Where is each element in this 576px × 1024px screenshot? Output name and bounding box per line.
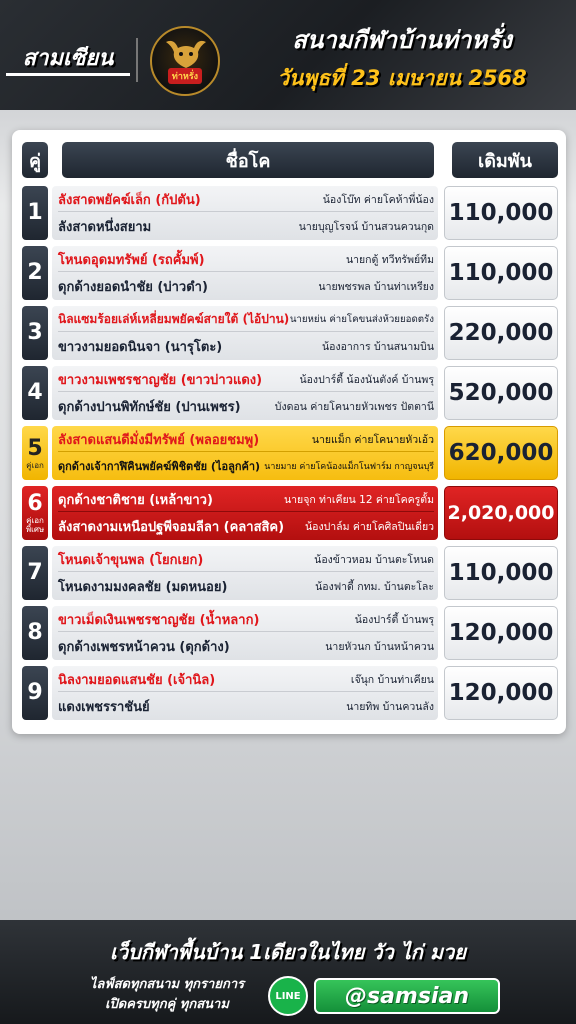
blue-bull-name: ดุกด้างยอดนำชัย (บ่าวดำ) <box>58 279 208 295</box>
blue-bull-name: แดงเพชรราชันย์ <box>58 699 150 715</box>
blue-corner-line <box>58 694 434 718</box>
pair-number-value: 9 <box>27 680 43 705</box>
blue-corner-line <box>58 274 434 298</box>
red-bull-name: ดุกด้างชาติชาย (เหล้าขาว) <box>58 493 213 508</box>
match-table <box>12 130 566 734</box>
blue-bull-owner: นายหัวนก บ้านหน้าควน <box>325 640 434 653</box>
red-bull-name: ลังสาดพยัคฆ์เล็ก (กัปตัน) <box>58 193 201 208</box>
line-handle-button[interactable]: @samsian <box>314 978 500 1014</box>
col-header-names: ชื่อโค <box>62 142 434 178</box>
blue-bull-owner: น้องฟาดี้ กทม. บ้านตะโละ <box>315 580 434 593</box>
table-row <box>22 486 558 540</box>
blue-bull-name: ลังสาดหนึ่งสยาม <box>58 219 152 235</box>
bet-amount: 220,000 <box>444 306 558 360</box>
pair-number-value: 8 <box>27 620 43 645</box>
bet-amount: 110,000 <box>444 246 558 300</box>
blue-bull-owner: นายมาย ค่ายโคน้องแม็กโนฟาร์ม กาญจนบุรี <box>264 462 434 472</box>
brand-divider <box>136 38 138 82</box>
red-bull-owner: น้องปาร์ตี้ บ้านพรุ <box>354 614 434 626</box>
blue-corner-line <box>58 514 434 538</box>
col-header-bet: เดิมพัน <box>452 142 558 178</box>
blue-bull-name: ลังสาดงามเหนือปฐพีจอมลีลา (คลาสสิค) <box>58 519 285 535</box>
pair-number <box>22 486 48 540</box>
blue-bull-name: ดุกด้างเพชรหน้าควน (ดุกด้าง) <box>58 639 230 655</box>
pair-number-value: 2 <box>27 260 43 285</box>
table-row <box>22 546 558 600</box>
brand-logo: สามเซียน <box>6 42 130 76</box>
blue-bull-owner: น้องปาล์ม ค่ายโคศิลปินเดี่ยว <box>305 520 434 533</box>
bet-amount: 120,000 <box>444 606 558 660</box>
red-corner-line <box>58 248 434 272</box>
red-corner-line <box>58 188 434 212</box>
pair-number <box>22 606 48 660</box>
table-row <box>22 426 558 480</box>
stadium-logo <box>150 26 220 96</box>
red-bull-name: นิลแซมร้อยเล่ห์เหลี่ยมพยัคฆ์สายใต้ (ไอ้ปาน) <box>58 312 290 326</box>
red-bull-name: นิลงามยอดแสนชัย (เจ้านิล) <box>58 673 216 688</box>
blue-bull-name: ดุกด้างปานพิทักษ์ชัย (ปานเพชร) <box>58 399 241 415</box>
contestants-cell <box>52 186 438 240</box>
blue-corner-line <box>58 334 434 358</box>
red-bull-name: โหนดเจ้าขุนพล (โยกเยก) <box>58 553 204 568</box>
logo-label: ท่าหรั่ง <box>168 68 202 84</box>
contestants-cell <box>52 546 438 600</box>
contestants-cell <box>52 246 438 300</box>
red-corner-line <box>58 368 434 392</box>
pair-number <box>22 306 48 360</box>
red-corner-line <box>58 548 434 572</box>
bet-amount: 520,000 <box>444 366 558 420</box>
bet-amount: 120,000 <box>444 666 558 720</box>
blue-bull-owner: บังดอน ค่ายโคนายหัวเพชร ปัตตานี <box>274 400 434 413</box>
bet-amount: 110,000 <box>444 186 558 240</box>
red-bull-name: โหนดอุดมทรัพย์ (รถคั้มพ์) <box>58 253 205 268</box>
blue-bull-owner: นายทิพ บ้านควนลัง <box>346 700 434 713</box>
footer-slogan: เว็บกีฬาพื้นบ้าน 1เดียวในไทย วัว ไก่ มวย <box>110 940 466 964</box>
blue-corner-line <box>58 634 434 658</box>
pair-note: คู่เอก <box>26 460 44 470</box>
pair-number-value: 5 <box>27 435 43 461</box>
pair-number-value: 1 <box>27 200 43 225</box>
bet-amount: 2,020,000 <box>444 486 558 540</box>
red-corner-line <box>58 308 434 332</box>
blue-corner-line <box>58 574 434 598</box>
table-row <box>22 666 558 720</box>
pair-number <box>22 546 48 600</box>
pair-number <box>22 246 48 300</box>
red-corner-line <box>58 428 434 452</box>
table-row <box>22 186 558 240</box>
red-bull-name: ลังสาดแสนดีมั่งมีทรัพย์ (พลอยชมพู) <box>58 433 260 448</box>
red-bull-owner: น้องปาร์ตี้ น้องนันตังค์ บ้านพรุ <box>299 374 434 386</box>
contestants-cell <box>52 666 438 720</box>
blue-corner-line <box>58 454 434 478</box>
red-corner-line <box>58 668 434 692</box>
contestants-cell <box>52 306 438 360</box>
red-bull-owner: นายแม็ก ค่ายโคนายหัวเอ้ว <box>311 434 434 446</box>
bet-amount: 110,000 <box>444 546 558 600</box>
blue-corner-line <box>58 214 434 238</box>
red-corner-line <box>58 608 434 632</box>
red-bull-owner: นายกตู้ ทวีทรัพย์ทีม <box>345 254 434 266</box>
pair-number-value: 4 <box>27 380 43 405</box>
blue-bull-name: โหนดงามมงคลชัย (มดหนอย) <box>58 579 228 595</box>
contestants-cell <box>52 486 438 540</box>
blue-corner-line <box>58 394 434 418</box>
page-title: สนามกีฬาบ้านท่าหรั่ง <box>292 26 512 54</box>
line-app-icon[interactable]: LINE <box>268 976 308 1016</box>
red-corner-line <box>58 488 434 512</box>
event-date: วันพุธที่ 23 เมษายน 2568 <box>277 66 527 90</box>
col-header-pair: คู่ <box>22 142 48 178</box>
blue-bull-owner: น้องอาการ บ้านสนามบิน <box>321 340 434 353</box>
blue-bull-name: ดุกด้างเจ้ากาฬิคินพยัคฆ์พิชิตชัย (ไอลูกค้า) <box>58 460 261 473</box>
pair-number <box>22 186 48 240</box>
blue-bull-name: ขาวงามยอดนินจา (นารุโตะ) <box>58 339 223 355</box>
red-bull-name: ขาวเม็ดเงินเพชรชาญชัย (น้ำหลาก) <box>58 613 260 628</box>
pair-note: คู่เอกพิเศษ <box>25 516 45 534</box>
table-row <box>22 306 558 360</box>
header-banner <box>0 0 576 110</box>
contestants-cell <box>52 426 438 480</box>
pair-number <box>22 666 48 720</box>
pair-number <box>22 426 48 480</box>
red-bull-owner: นายจุก ท่าเคียน 12 ค่ายโคครูตั้ม <box>283 494 434 506</box>
contestants-cell <box>52 606 438 660</box>
bet-amount: 620,000 <box>444 426 558 480</box>
red-bull-owner: เจ๊นุก บ้านท่าเคียน <box>350 674 434 686</box>
table-row <box>22 606 558 660</box>
contestants-cell <box>52 366 438 420</box>
red-bull-owner: น้องโบ๊ท ค่ายโคห้าพี่น้อง <box>322 194 434 206</box>
pair-number <box>22 366 48 420</box>
pair-number-value: 7 <box>27 560 43 585</box>
blue-bull-owner: นายพชรพล บ้านท่าเหรียง <box>318 280 434 293</box>
red-bull-owner: นายหย่น ค่ายโคขนส่งห้วยยอดตรัง <box>289 314 434 325</box>
red-bull-name: ขาวงามเพชรชาญชัย (ขาวบ่าวแดง) <box>58 373 263 388</box>
pair-number-value: 6 <box>27 491 43 516</box>
blue-bull-owner: นายบุญโรจน์ บ้านสวนควนกุด <box>298 220 434 233</box>
red-bull-owner: น้องข้าวหอม บ้านตะโหนด <box>314 554 434 566</box>
footer-subline-2: เปิดครบทุกคู่ ทุกสนาม <box>105 997 229 1012</box>
footer-subline-1: ไลฟ์สดทุกสนาม ทุกรายการ <box>89 977 245 992</box>
pair-number-value: 3 <box>27 320 43 345</box>
table-row <box>22 246 558 300</box>
table-row <box>22 366 558 420</box>
